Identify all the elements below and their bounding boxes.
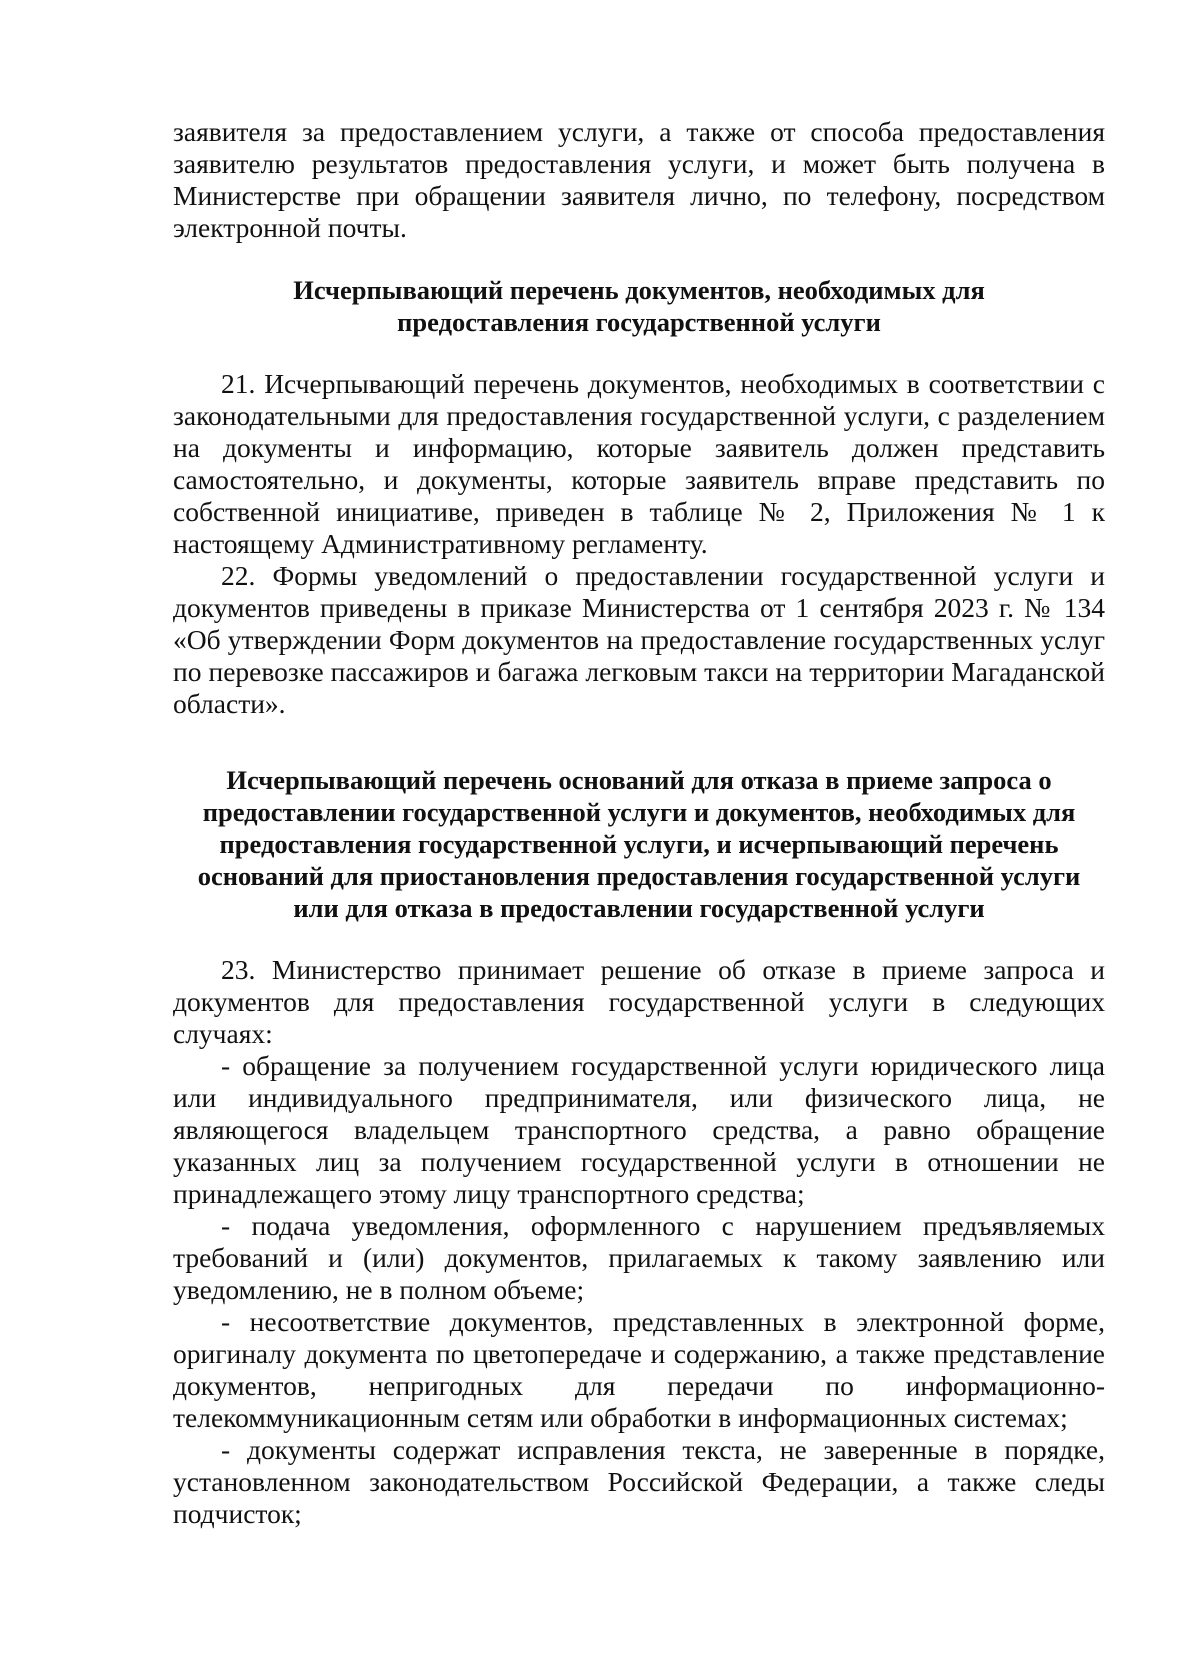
list-item: - несоответствие документов, представленных в электронной форме, оригиналу документа по цветопередаче и содержанию, а также представление документов, непригодных для передачи по информационно-телекоммуникационным сетям или обработки в информационных системах; <box>173 1306 1105 1433</box>
section-heading-refusal-grounds: Исчерпывающий перечень оснований для отказа в приеме запроса о предоставлении государственной услуги и документов, необходимых для предоставления государственной услуги, и исчерпывающий перечень оснований для приостановления предоставления государственной услуги или для отказа в предоставлении государственной услуги <box>197 765 1081 923</box>
paragraph-21: 21. Исчерпывающий перечень документов, необходимых в соответствии с законодательными для предоставления государственной услуги, с разделением на документы и информацию, которые заявитель должен представить самостоятельно, и документы, которые заявитель вправе представить по собственной инициативе, приведен в таблице № 2, Приложения № 1 к настоящему Административному регламенту. <box>173 368 1105 559</box>
list-item: - подача уведомления, оформленного с нарушением предъявляемых требований и (или) документов, прилагаемых к такому заявлению или уведомлению, не в полном объеме; <box>173 1210 1105 1305</box>
document-page <box>173 116 1105 1530</box>
paragraph-23: 23. Министерство принимает решение об отказе в приеме запроса и документов для предоставления государственной услуги в следующих случаях: <box>173 954 1105 1049</box>
list-item: - обращение за получением государственной услуги юридического лица или индивидуального предпринимателя, или физического лица, не являющегося владельцем транспортного средства, а равно обращение указанных лиц за получением государственной услуги в отношении не принадлежащего этому лицу транспортного средства; <box>173 1050 1105 1209</box>
section-heading-documents: Исчерпывающий перечень документов, необходимых для предоставления государственной услуги <box>293 275 985 337</box>
paragraph-22: 22. Формы уведомлений о предоставлении государственной услуги и документов приведены в приказе Министерства от 1 сентября 2023 г. № 134 «Об утверждении Форм документов на предоставление государственных услуг по перевозке пассажиров и багажа легковым такси на территории Магаданской области». <box>173 560 1105 719</box>
intro-paragraph: заявителя за предоставлением услуги, а также от способа предоставления заявителю результатов предоставления услуги, и может быть получена в Министерстве при обращении заявителя лично, по телефону, посредством электронной почты. <box>173 116 1105 243</box>
list-item: - документы содержат исправления текста, не заверенные в порядке, установленном законодательством Российской Федерации, а также следы подчисток; <box>173 1434 1105 1529</box>
